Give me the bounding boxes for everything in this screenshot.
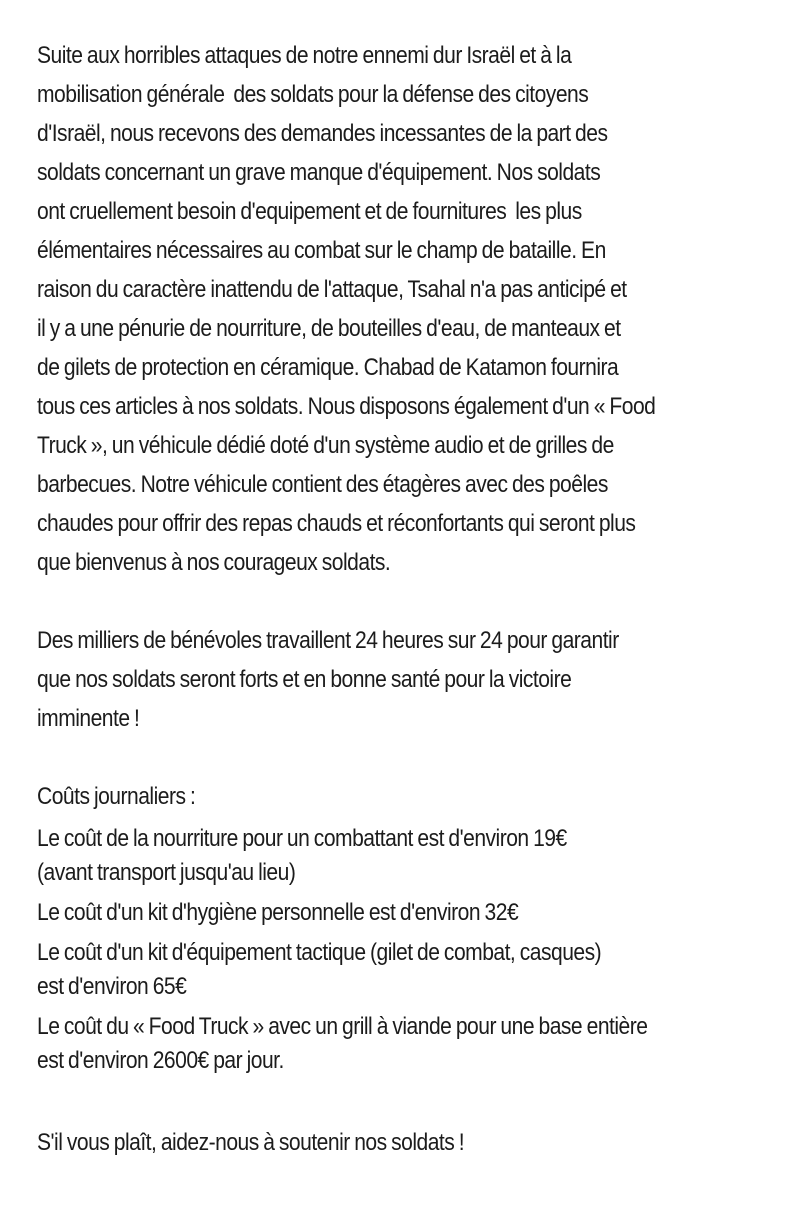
appeal-text [37,36,767,1162]
volunteers-paragraph [37,621,767,738]
text-line: élémentaires nécessaires au combat sur le champ de bataille. En [37,237,606,264]
cost-text: Le coût du « Food Truck » avec un grill à viande pour une base entière [37,1013,648,1040]
text-line: que bienvenus à nos courageux soldats. [37,549,391,576]
cost-item-food-truck [37,1010,767,1078]
text-line: barbecues. Notre véhicule contient des étagères avec des poêles [37,471,608,498]
text-line: tous ces articles à nos soldats. Nous disposons également d'un « Food [37,393,656,420]
paragraph-spacer [37,1084,767,1123]
text-line: chaudes pour offrir des repas chauds et réconfortants qui seront plus [37,510,636,537]
intro-paragraph [37,36,767,582]
text-line: Truck », un véhicule dédié doté d'un système audio et de grilles de [37,432,614,459]
paragraph-spacer [37,582,767,621]
cost-text: (avant transport jusqu'au lieu) [37,859,296,886]
text-line: mobilisation générale des soldats pour la défense des citoyens [37,81,589,108]
cost-item-tactical [37,936,767,1004]
text-line: ont cruellement besoin d'equipement et de fournitures les plus [37,198,582,225]
text-line: raison du caractère inattendu de l'attaque, Tsahal n'a pas anticipé et [37,276,627,303]
cost-item-hygiene [37,896,767,930]
closing-line: S'il vous plaît, aidez-nous à soutenir nos soldats ! [37,1129,465,1156]
text-line: que nos soldats seront forts et en bonne santé pour la victoire [37,666,572,693]
text-line: soldats concernant un grave manque d'équipement. Nos soldats [37,159,601,186]
text-line: Suite aux horribles attaques de notre ennemi dur Israël et à la [37,42,572,69]
paragraph-spacer [37,738,767,777]
text-line: d'Israël, nous recevons des demandes incessantes de la part des [37,120,608,147]
text-line: imminente ! [37,705,140,732]
costs-list [37,822,767,1078]
cost-text: est d'environ 2600€ par jour. [37,1047,284,1074]
text-line: de gilets de protection en céramique. Chabad de Katamon fournira [37,354,619,381]
cost-item-food [37,822,767,890]
cost-text: Le coût d'un kit d'équipement tactique (gilet de combat, casques) [37,939,602,966]
cost-text: Le coût de la nourriture pour un combattant est d'environ 19€ [37,825,567,852]
text-line: il y a une pénurie de nourriture, de bouteilles d'eau, de manteaux et [37,315,621,342]
cost-text: Le coût d'un kit d'hygiène personnelle est d'environ 32€ [37,899,519,926]
cost-text: est d'environ 65€ [37,973,187,1000]
costs-heading: Coûts journaliers : [37,783,196,810]
text-line: Des milliers de bénévoles travaillent 24 heures sur 24 pour garantir [37,627,619,654]
